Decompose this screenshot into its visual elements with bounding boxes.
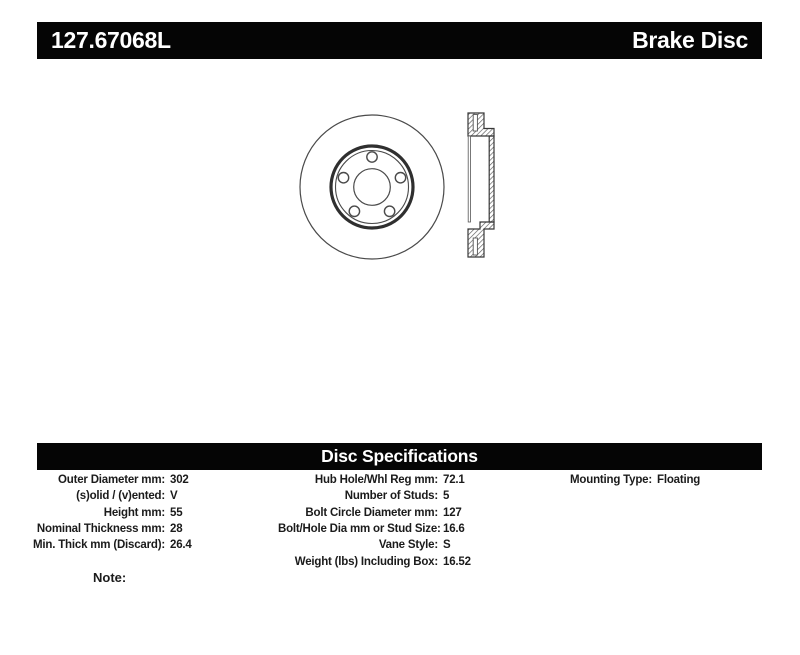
spec-row-number-of-studs xyxy=(278,488,546,504)
spec-row-height xyxy=(30,505,280,521)
title-bar xyxy=(37,22,762,59)
spec-row-bolt-hole-dia xyxy=(278,521,546,537)
spec-row-vane-style xyxy=(278,537,546,553)
spec-label: Bolt/Hole Dia mm or Stud Size: xyxy=(278,523,441,536)
spec-value: S xyxy=(443,539,451,552)
spec-value: 55 xyxy=(170,506,183,519)
spec-label: (s)olid / (v)ented: xyxy=(76,490,165,503)
spec-value: 5 xyxy=(443,490,450,503)
spec-label: Bolt Circle Diameter mm: xyxy=(305,506,438,519)
center-hole xyxy=(354,169,391,206)
vent-slot-top xyxy=(473,115,477,132)
spec-column-right xyxy=(552,472,767,488)
spec-label: Number of Studs: xyxy=(344,490,438,503)
spec-label: Outer Diameter mm: xyxy=(58,474,165,487)
stud-holes xyxy=(338,152,405,217)
spec-row-hub-hole xyxy=(278,472,546,488)
spec-section-header xyxy=(37,443,762,470)
spec-value: 16.6 xyxy=(443,523,465,536)
spec-label: Height mm: xyxy=(103,506,165,519)
spec-row-mounting-type xyxy=(552,472,767,488)
brake-disc-technical-drawing xyxy=(290,105,520,270)
spec-row-bolt-circle-diameter xyxy=(278,505,546,521)
spec-value: 26.4 xyxy=(170,539,192,552)
spec-label: Weight (lbs) Including Box: xyxy=(294,555,438,568)
spec-label: Hub Hole/Whl Reg mm: xyxy=(314,474,438,487)
product-type: Brake Disc xyxy=(632,27,748,53)
spec-value: V xyxy=(170,490,178,503)
spec-label: Min. Thick mm (Discard): xyxy=(33,539,165,552)
spec-value: 28 xyxy=(170,523,183,536)
spec-value: 302 xyxy=(170,474,189,487)
brake-disc-front-view xyxy=(300,115,444,259)
spec-column-left xyxy=(30,472,280,553)
spec-value: 16.52 xyxy=(443,555,471,568)
spec-label: Mounting Type: xyxy=(570,474,652,487)
spec-value: Floating xyxy=(657,474,701,487)
note-label: Note: xyxy=(93,570,127,585)
spec-row-min-thickness xyxy=(30,537,280,553)
brake-disc-cross-section xyxy=(468,113,494,257)
spec-column-middle xyxy=(278,472,546,570)
spec-value: 127 xyxy=(443,506,462,519)
vent-slot-bottom xyxy=(473,238,477,255)
spec-label: Nominal Thickness mm: xyxy=(36,523,165,536)
spec-value: 72.1 xyxy=(443,474,465,487)
spec-section-title: Disc Specifications xyxy=(321,446,478,466)
part-number: 127.67068L xyxy=(51,27,171,53)
spec-row-outer-diameter xyxy=(30,472,280,488)
spec-label: Vane Style: xyxy=(378,539,438,552)
spec-row-weight xyxy=(278,553,546,569)
spec-row-solid-vented xyxy=(30,488,280,504)
spec-row-nominal-thickness xyxy=(30,521,280,537)
